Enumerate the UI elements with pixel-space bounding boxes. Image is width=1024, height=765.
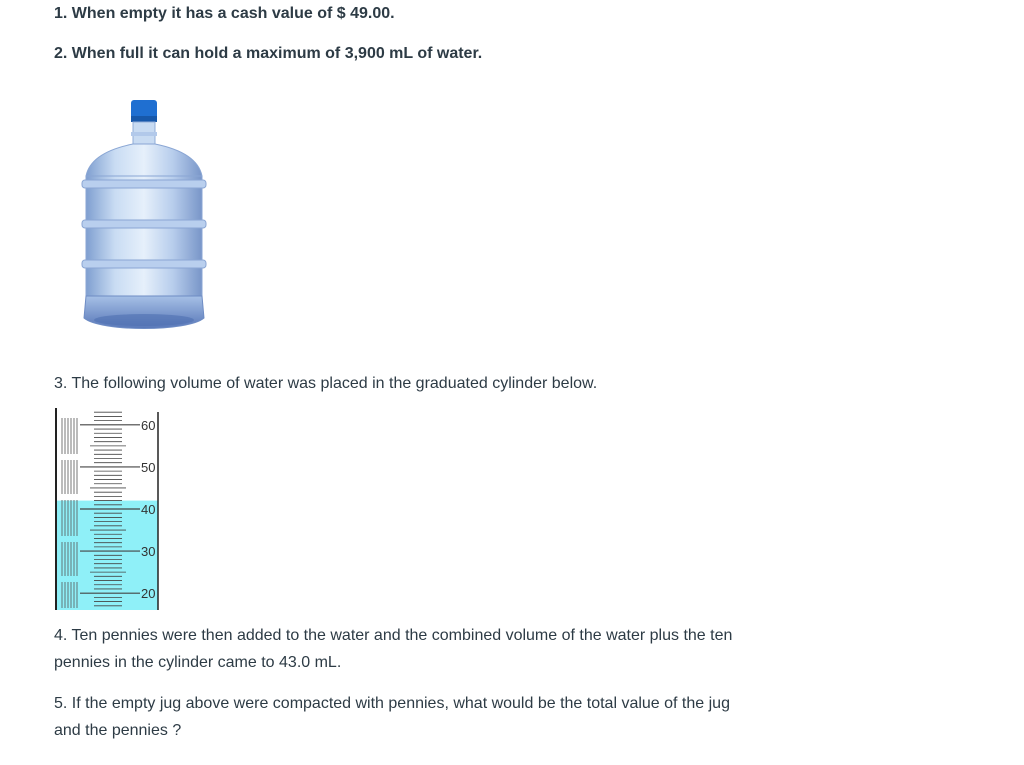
item-2-text: 2. When full it can hold a maximum of 3,900 mL of water. bbox=[54, 45, 483, 62]
tick-label-60: 60 bbox=[141, 417, 156, 433]
tick-label-40: 40 bbox=[141, 502, 156, 517]
tick-label-50: 50 bbox=[141, 459, 156, 475]
water-jug-icon bbox=[78, 96, 210, 336]
tick-label-30: 30 bbox=[141, 544, 156, 560]
item-1-text: 1. When empty it has a cash value of $ 49.00. bbox=[54, 5, 395, 22]
item-3-text: 3. The following volume of water was placed in the graduated cylinder below. bbox=[54, 375, 598, 392]
item-4-text: 4. Ten pennies were then added to the water and the combined volume of the water plus the ten pennies in the cylinder came to 43.0 mL. bbox=[54, 627, 733, 671]
tick-label-20: 20 bbox=[141, 586, 156, 602]
item-5-text: 5. If the empty jug above were compacted with pennies, what would be the total value of the jug and the pennies ? bbox=[54, 695, 730, 739]
graduated-cylinder bbox=[50, 408, 170, 610]
